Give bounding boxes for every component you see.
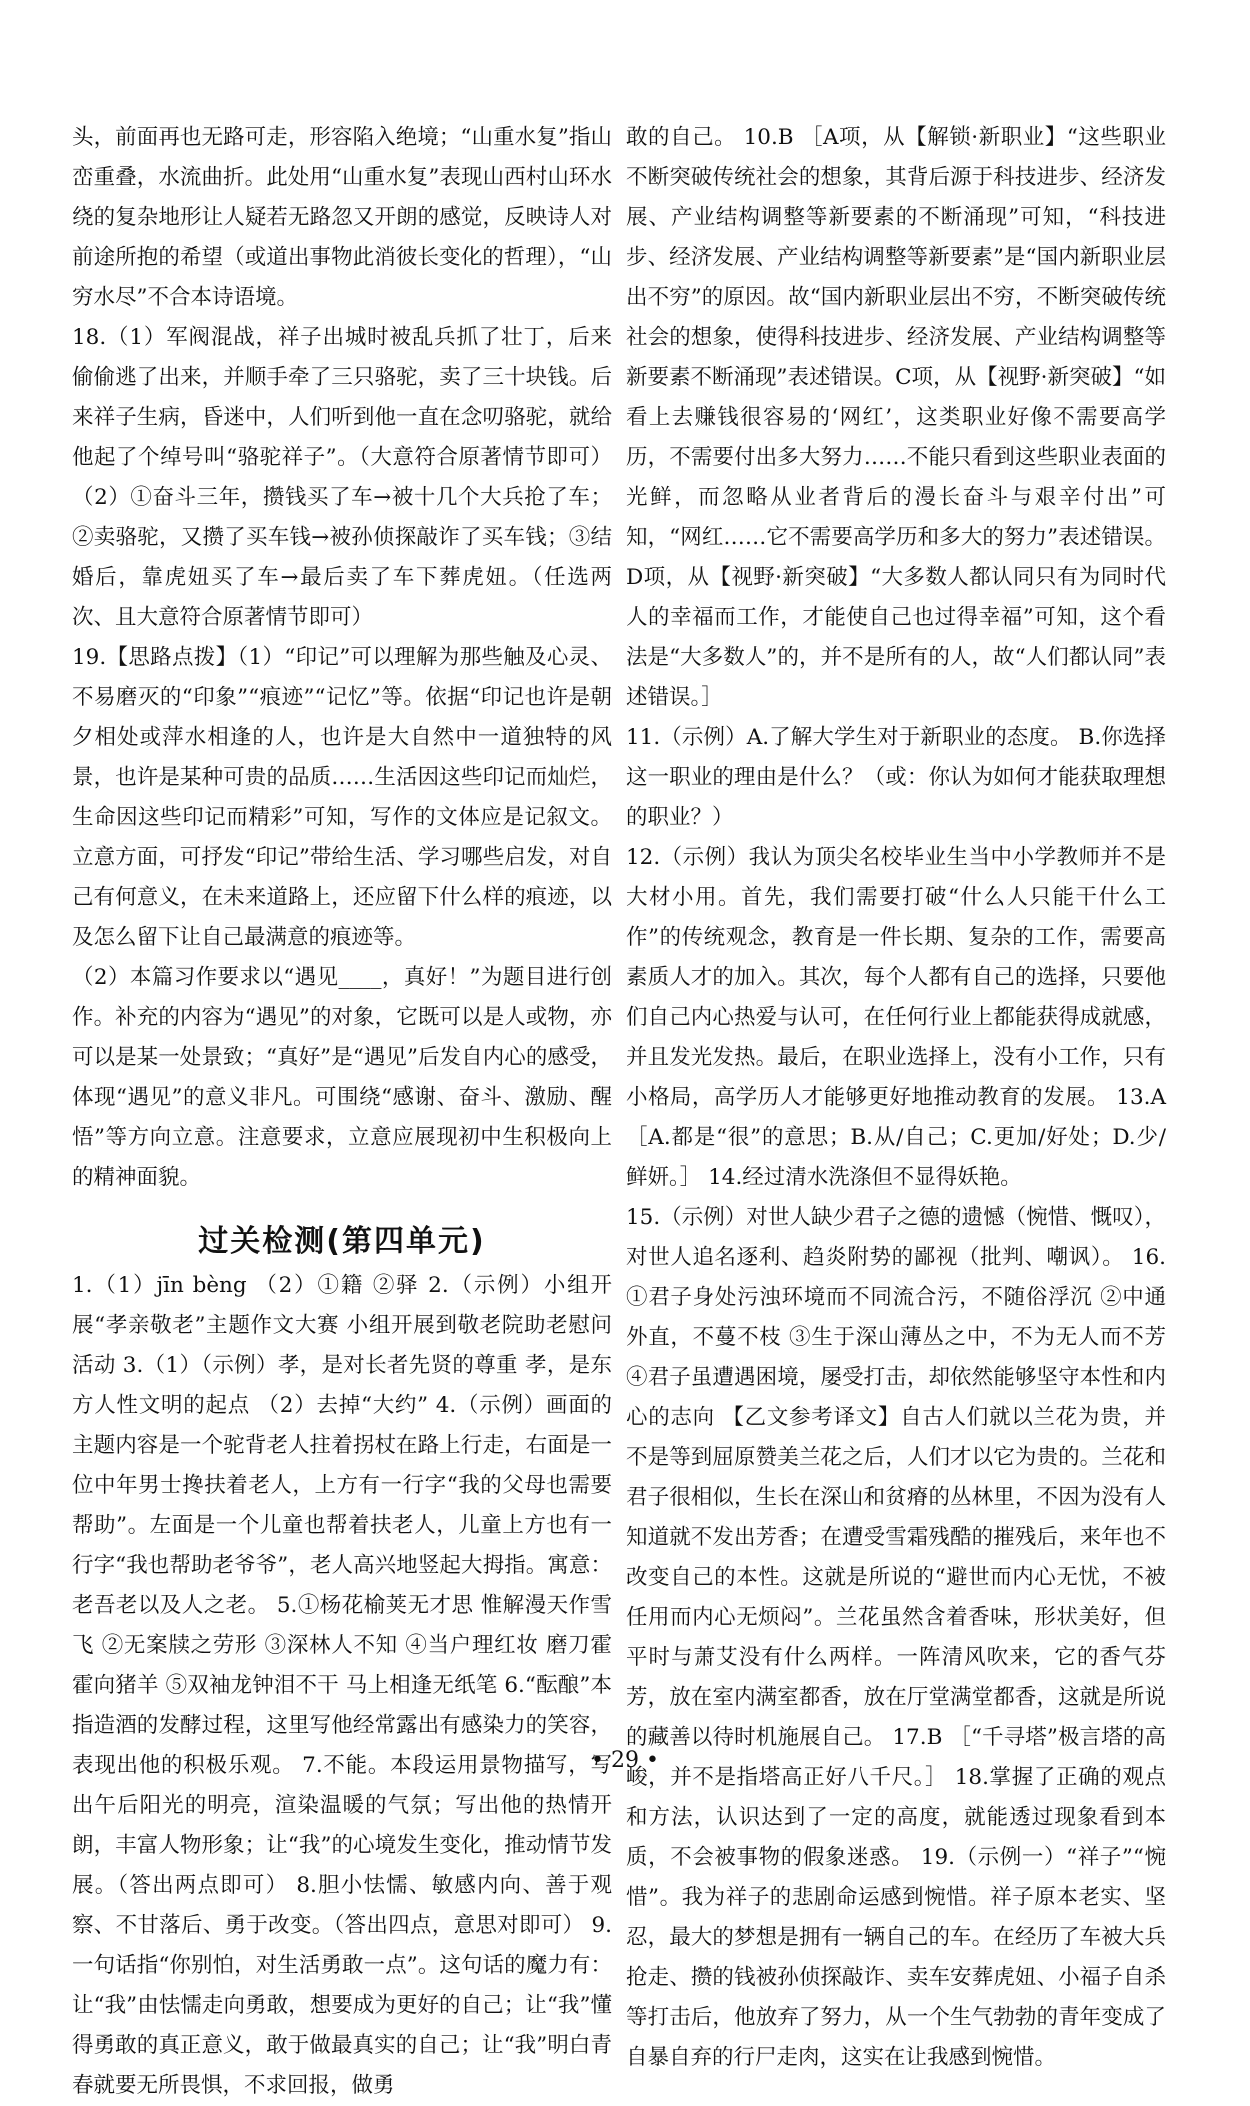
left-column bbox=[72, 118, 612, 2106]
answer-paragraph: 11.（示例）A.了解大学生对于新职业的态度。 B.你选择这一职业的理由是什么？（或：你认为如何才能获取理想的职业？） bbox=[626, 725, 1166, 830]
answer-paragraph: 敢的自己。 10.B ［A项，从【解锁·新职业】“这些职业不断突破传统社会的想象，其背后源于科技进步、经济发展、产业结构调整等新要素的不断涌现”可知，“科技进步、经济发展、产业结构调整等新要素”是“国内新职业层出不穷”的原因。故“国内新职业层出不穷，不断突破传统社会的想象，使得科技进步、经济发展、产业结构调整等新要素不断涌现”表述错误。C项，从【视野·新突破】“如看上去赚钱很容易的‘网红’，这类职业好像不需要高学历，不需要付出多大努力……不能只看到这些职业表面的光鲜，而忽略从业者背后的漫长奋斗与艰辛付出”可知，“网红……它不需要高学历和多大的努力”表述错误。D项，从【视野·新突破】“大多数人都认同只有为同时代人的幸福而工作，才能使自己也过得幸福”可知，这个看法是“大多数人”的，并不是所有的人，故“人们都认同”表述错误。］ bbox=[626, 125, 1166, 710]
answer-paragraph: （2）本篇习作要求以“遇见____，真好！”为题目进行创作。补充的内容为“遇见”的对象，它既可以是人或物，亦可以是某一处景致；“真好”是“遇见”后发自内心的感受，体现“遇见”的意义非凡。可围绕“感谢、奋斗、激励、醒悟”等方向立意。注意要求，立意应展现初中生积极向上的精神面貌。 bbox=[72, 965, 612, 1190]
answer-paragraph: 19.【思路点拨】（1）“印记”可以理解为那些触及心灵、不易磨灭的“印象”“痕迹”“记忆”等。依据“印记也许是朝夕相处或萍水相逢的人，也许是大自然中一道独特的风景，也许是某种可贵的品质……生活因这些印记而灿烂，生命因这些印记而精彩”可知，写作的文体应是记叙文。立意方面，可抒发“印记”带给生活、学习哪些启发，对自己有何意义，在未来道路上，还应留下什么样的痕迹，以及怎么留下让自己最满意的痕迹等。 bbox=[72, 645, 612, 950]
answer-paragraph: 12.（示例）我认为顶尖名校毕业生当中小学教师并不是大材小用。首先，我们需要打破“什么人只能干什么工作”的传统观念，教育是一件长期、复杂的工作，需要高素质人才的加入。其次，每个人都有自己的选择，只要他们自己内心热爱与认可，在任何行业上都能获得成就感，并且发光发热。最后，在职业选择上，没有小工作，只有小格局，高学历人才能够更好地推动教育的发展。 13.A ［A.都是“很”的意思；B.从/自己；C.更加/好处；D.少/鲜妍。］ 14.经过清水洗涤但不显得妖艳。 bbox=[626, 845, 1166, 1190]
right-column bbox=[626, 118, 1166, 2078]
answer-paragraph: 15.（示例）对世人缺少君子之德的遗憾（惋惜、慨叹），对世人追名逐利、趋炎附势的鄙视（批判、嘲讽）。 16.①君子身处污浊环境而不同流合污，不随俗浮沉 ②中通外直，不蔓不枝 ③生于深山薄丛之中，不为无人而不芳 ④君子虽遭遇困境，屡受打击，却依然能够坚守本性和内心的志向 【乙文参考译文】自古人们就以兰花为贵，并不是等到屈原赞美兰花之后，人们才以它为贵的。兰花和君子很相似，生长在深山和贫瘠的丛林里，不因为没有人知道就不发出芳香；在遭受雪霜残酷的摧残后，来年也不改变自己的本性。这就是所说的“避世而内心无忧，不被任用而内心无烦闷”。兰花虽然含着香味，形状美好，但平时与萧艾没有什么两样。一阵清风吹来，它的香气芬芳，放在室内满室都香，放在厅堂满堂都香，这就是所说的藏善以待时机施展自己。 17.B ［“千寻塔”极言塔的高峻，并不是指塔高正好八千尺。］ 18.掌握了正确的观点和方法，认识达到了一定的高度，就能透过现象看到本质，不会被事物的假象迷惑。 19.（示例一）“祥子”“惋惜”。我为祥子的悲剧命运感到惋惜。祥子原本老实、坚忍，最大的梦想是拥有一辆自己的车。在经历了车被大兵抢走、攒的钱被孙侦探敲诈、卖车安葬虎妞、小福子自杀等打击后，他放弃了努力，从一个生气勃勃的青年变成了自暴自弃的行尸走肉，这实在让我感到惋惜。 bbox=[626, 1205, 1166, 2070]
answer-paragraph: 头，前面再也无路可走，形容陷入绝境；“山重水复”指山峦重叠，水流曲折。此处用“山重水复”表现山西村山环水绕的复杂地形让人疑若无路忽又开朗的感觉，反映诗人对前途所抱的希望（或道出事物此消彼长变化的哲理），“山穷水尽”不合本诗语境。 bbox=[72, 125, 612, 310]
page-number: • 29 • bbox=[591, 1748, 659, 1773]
answer-paragraph: 18.（1）军阀混战，祥子出城时被乱兵抓了壮丁，后来偷偷逃了出来，并顺手牵了三只骆驼，卖了三十块钱。后来祥子生病，昏迷中，人们听到他一直在念叨骆驼，就给他起了个绰号叫“骆驼祥子”。（大意符合原著情节即可）（2）①奋斗三年，攒钱买了车→被十几个大兵抢了车；②卖骆驼，又攒了买车钱→被孙侦探敲诈了买车钱；③结婚后，靠虎妞买了车→最后卖了车下葬虎妞。（任选两次、且大意符合原著情节即可） bbox=[72, 325, 612, 630]
section-heading: 过关检测(第四单元) bbox=[198, 1224, 486, 1259]
answer-paragraph: 1.（1）jīn bèng （2）①籍 ②驿 2.（示例）小组开展“孝亲敬老”主题作文大赛 小组开展到敬老院助老慰问活动 3.（1）（示例）孝，是对长者先贤的尊重 孝，是东方人性文明的起点 （2）去掉“大约” 4.（示例）画面的主题内容是一个驼背老人拄着拐杖在路上行走，右面是一位中年男士搀扶着老人，上方有一行字“我的父母也需要帮助”。左面是一个儿童也帮着扶老人，儿童上方也有一行字“我也帮助老爷爷”，老人高兴地竖起大拇指。寓意：老吾老以及人之老。 5.①杨花榆荚无才思 惟解漫天作雪飞 ②无案牍之劳形 ③深林人不知 ④当户理红妆 磨刀霍霍向猪羊 ⑤双袖龙钟泪不干 马上相逢无纸笔 6.“酝酿”本指造酒的发酵过程，这里写他经常露出有感染力的笑容，表现出他的积极乐观。 7.不能。本段运用景物描写，写出午后阳光的明亮，渲染温暖的气氛；写出他的热情开朗，丰富人物形象；让“我”的心境发生变化，推动情节发展。（答出两点即可） 8.胆小怯懦、敏感内向、善于观察、不甘落后、勇于改变。（答出四点，意思对即可） 9.一句话指“你别怕，对生活勇敢一点”。这句话的魔力有：让“我”由怯懦走向勇敢，想要成为更好的自己；让“我”懂得勇敢的真正意义，敢于做最真实的自己；让“我”明白青春就要无所畏惧，不求回报，做勇 bbox=[72, 1273, 612, 2098]
